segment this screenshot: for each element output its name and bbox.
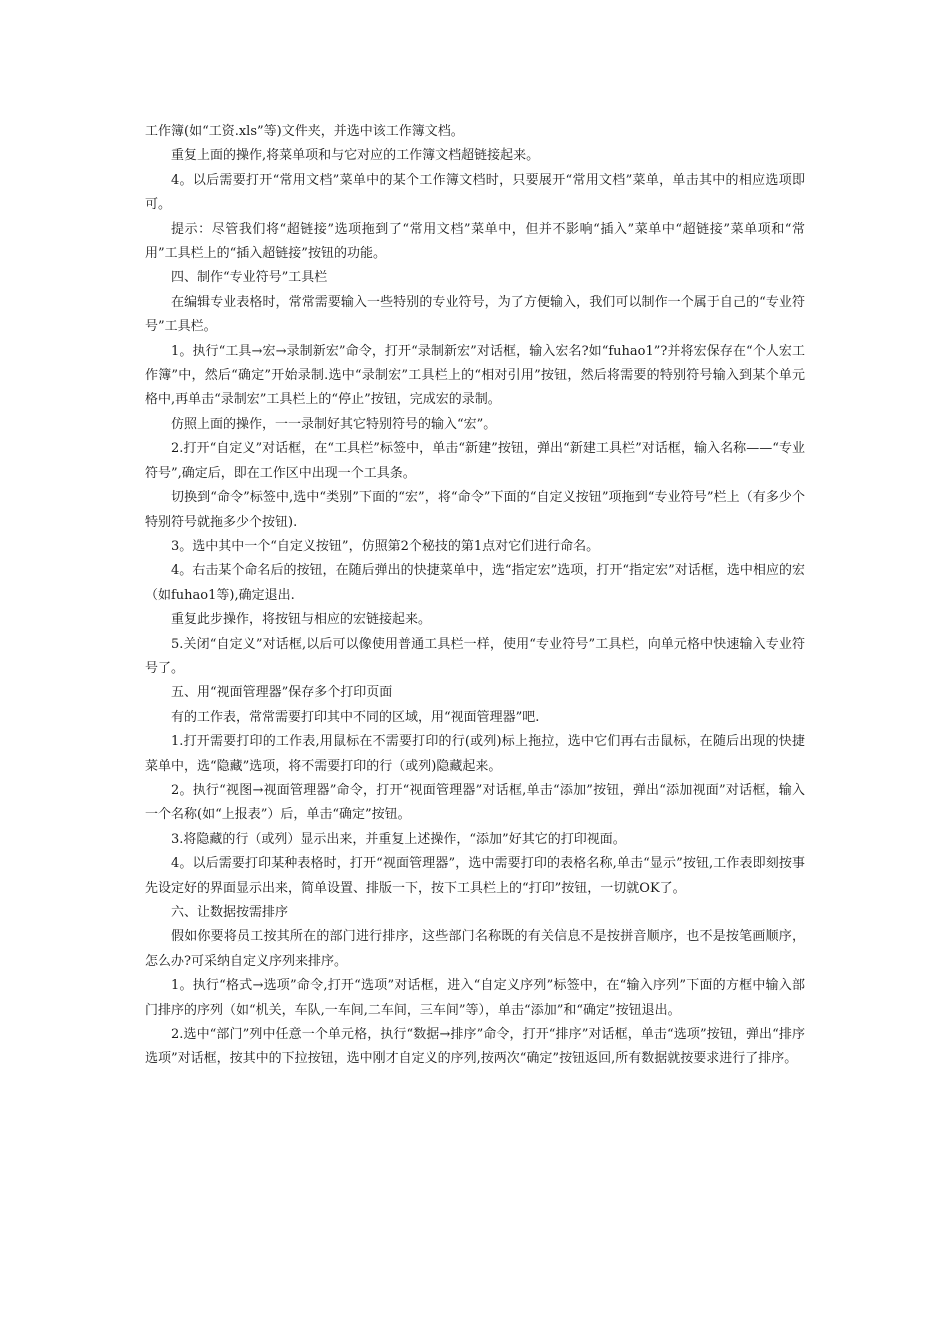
section-heading: 六、让数据按需排序 <box>171 905 289 920</box>
body-paragraph: 2.选中“部门”列中任意一个单元格，执行“数据→排序”命令，打开“排序”对话框，单击“选项”按钮，弹出“排序选项”对话框，按其中的下拉按钮，选中刚才自定义的序列,按两次“确定”按钮返回,所有数据就按要求进行了排序。 <box>145 1027 805 1067</box>
body-paragraph: 5.关闭“自定义”对话框,以后可以像使用普通工具栏一样，使用“专业符号”工具栏，向单元格中快速输入专业符号了。 <box>145 636 805 676</box>
body-paragraph: 3.将隐藏的行（或列）显示出来，并重复上述操作，“添加”好其它的打印视面。 <box>171 831 626 847</box>
body-paragraph: 4。右击某个命名后的按钮，在随后弹出的快捷菜单中，选“指定宏”选项，打开“指定宏”对话框，选中相应的宏（如fuhao1等),确定退出. <box>145 563 805 603</box>
body-paragraph: 1。执行“格式→选项”命令,打开“选项”对话框，进入“自定义序列”标签中，在“输入序列”下面的方框中输入部门排序的序列（如“机关，车队,一车间,二车间，三车间”等），单击“添加”和“确定”按钮退出。 <box>145 978 805 1018</box>
body-paragraph: 重复上面的操作,将菜单项和与它对应的工作簿文档超链接起来。 <box>171 148 540 164</box>
body-paragraph: 在编辑专业表格时，常常需要输入一些特别的专业符号，为了方便输入，我们可以制作一个属于自己的“专业符号”工具栏。 <box>145 294 805 335</box>
body-paragraph: 2.打开“自定义”对话框，在“工具栏”标签中，单击“新建”按钮，弹出“新建工具栏”对话框，输入名称——“专业符号”,确定后，即在工作区中出现一个工具条。 <box>145 441 805 481</box>
body-paragraph: 切换到“命令”标签中,选中“类别”下面的“宏”，将“命令”下面的“自定义按钮”项拖到“专业符号”栏上（有多少个特别符号就拖多少个按钮). <box>145 490 805 530</box>
body-paragraph: 3。选中其中一个“自定义按钮”，仿照第2个秘技的第1点对它们进行命名。 <box>171 538 600 554</box>
body-paragraph: 提示：尽管我们将“超链接”选项拖到了“常用文档”菜单中，但并不影响“插入”菜单中“超链接”菜单项和“常用”工具栏上的“插入超链接”按钮的功能。 <box>145 221 805 262</box>
body-paragraph: 1.打开需要打印的工作表,用鼠标在不需要打印的行(或列)标上拖拉，选中它们再右击鼠标，在随后出现的快捷菜单中，选“隐藏”选项，将不需要打印的行（或列)隐藏起来。 <box>145 734 805 774</box>
body-paragraph: 有的工作表，常常需要打印其中不同的区域，用“视面管理器”吧. <box>171 709 540 725</box>
body-paragraph: 1。执行“工具→宏→录制新宏”命令，打开“录制新宏”对话框，输入宏名?如“fuhao1”?并将宏保存在“个人宏工作簿”中，然后“确定”开始录制.选中“录制宏”工具栏上的“相对引用”按钮，然后将需要的特别符号输入到某个单元格中,再单击“录制宏”工具栏上的“停止”按钮，完成宏的录制。 <box>145 343 805 408</box>
section-heading: 五、用“视面管理器”保存多个打印页面 <box>171 685 393 701</box>
body-paragraph: 4。以后需要打开“常用文档”菜单中的某个工作簿文档时，只要展开“常用文档”菜单，单击其中的相应选项即可。 <box>145 172 805 213</box>
body-paragraph: 重复此步操作，将按钮与相应的宏链接起来。 <box>171 612 432 628</box>
document-page <box>145 120 805 1072</box>
section-heading: 四、制作“专业符号”工具栏 <box>171 270 328 286</box>
body-paragraph: 4。以后需要打印某种表格时，打开“视面管理器”，选中需要打印的表格名称,单击“显示”按钮,工作表即刻按事先设定好的界面显示出来，简单设置、排版一下，按下工具栏上的“打印”按钮，一切就OK了。 <box>145 856 805 896</box>
body-paragraph: 假如你要将员工按其所在的部门进行排序，这些部门名称既的有关信息不是按拼音顺序，也不是按笔画顺序，怎么办?可采纳自定义序列来排序。 <box>145 929 805 969</box>
body-paragraph: 仿照上面的操作，一一录制好其它特别符号的输入“宏”。 <box>171 416 497 432</box>
body-paragraph: 工作簿(如“工资.xls”等)文件夹，并选中该工作簿文档。 <box>145 124 464 139</box>
body-paragraph: 2。执行“视图→视面管理器”命令，打开“视面管理器”对话框,单击“添加”按钮，弹出“添加视面”对话框，输入一个名称(如“上报表”）后，单击“确定”按钮。 <box>145 782 805 823</box>
